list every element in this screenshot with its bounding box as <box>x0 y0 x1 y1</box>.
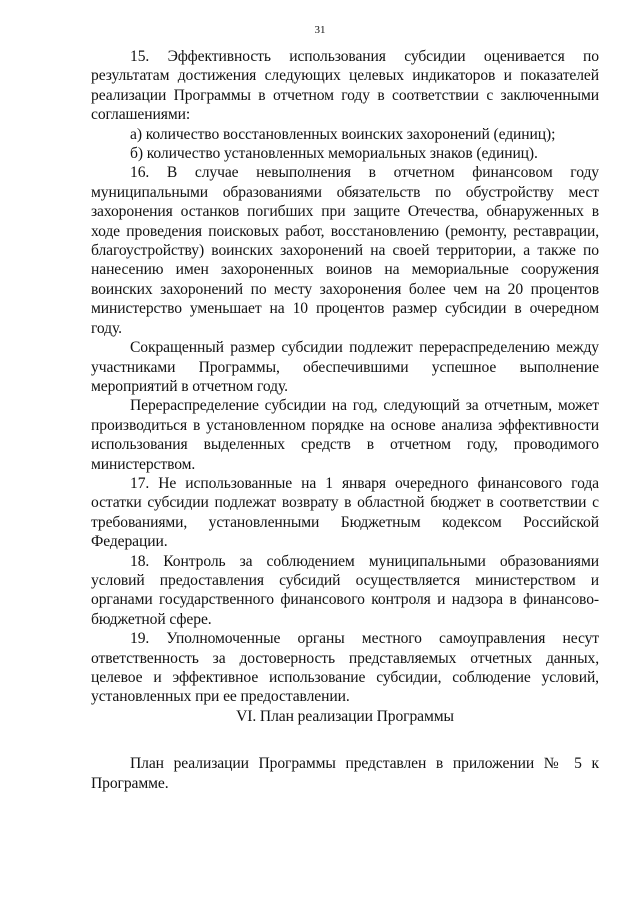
paragraph-15: 15. Эффективность использования субсидии оценивается по результатам достижения следующих целевых индикаторов и показателей реализации Программы в отчетном году в соответствии с заключенными соглашениями: <box>91 48 599 124</box>
document-body <box>91 47 599 793</box>
paragraph-15-item-a: а) количество восстановленных воинских захоронений (единиц); <box>130 125 556 143</box>
paragraph-15-item-b: б) количество установленных мемориальных знаков (единиц). <box>130 145 538 163</box>
paragraph-16-redistribution: Перераспределение субсидии на год, следующий за отчетным, может производиться в установленном порядке на основе анализа эффективности использования выделенных средств в отчетном году, проводимого министерством. <box>91 397 599 473</box>
paragraph-16: 16. В случае невыполнения в отчетном финансовом году муниципальными образованиями обязательств по обустройству мест захоронения останков погибших при защите Отечества, обнаруженных в ходе проведения поисковых работ, восстановлению (ремонту, реставрации, благоустройству) воинских захоронений на своей территории, а также по нанесению имен захороненных воинов на мемориальные сооружения воинских захоронений по месту захоронения более чем на 20 процентов министерство уменьшает на 10 процентов размер субсидии в очередном году. <box>91 164 599 337</box>
paragraph-17: 17. Не использованные на 1 января очередного финансового года остатки субсидии подлежат возврату в областной бюджет в соответствии с требованиями, установленными Бюджетным кодексом Российской Федерации. <box>91 474 599 551</box>
section-heading: VI. План реализации Программы <box>236 707 454 725</box>
paragraph-18: 18. Контроль за соблюдением муниципальными образованиями условий предоставления субсидий осуществляется министерством и органами государственного финансового контроля и надзора в финансово-бюджетной сфере. <box>91 552 599 628</box>
page-number: 31 <box>314 24 326 36</box>
paragraph-19: 19. Уполномоченные органы местного самоуправления несут ответственность за достоверность представляемых отчетных данных, целевое и эффективное использование субсидии, соблюдение условий, установленных при ее предоставлении. <box>91 630 599 706</box>
paragraph-16-reduced-subsidy: Сокращенный размер субсидии подлежит перераспределению между участниками Программы, обеспечившими успешное выполнение мероприятий в отчетном году. <box>91 339 599 395</box>
section-text: План реализации Программы представлен в приложении № 5 к Программе. <box>91 755 599 792</box>
